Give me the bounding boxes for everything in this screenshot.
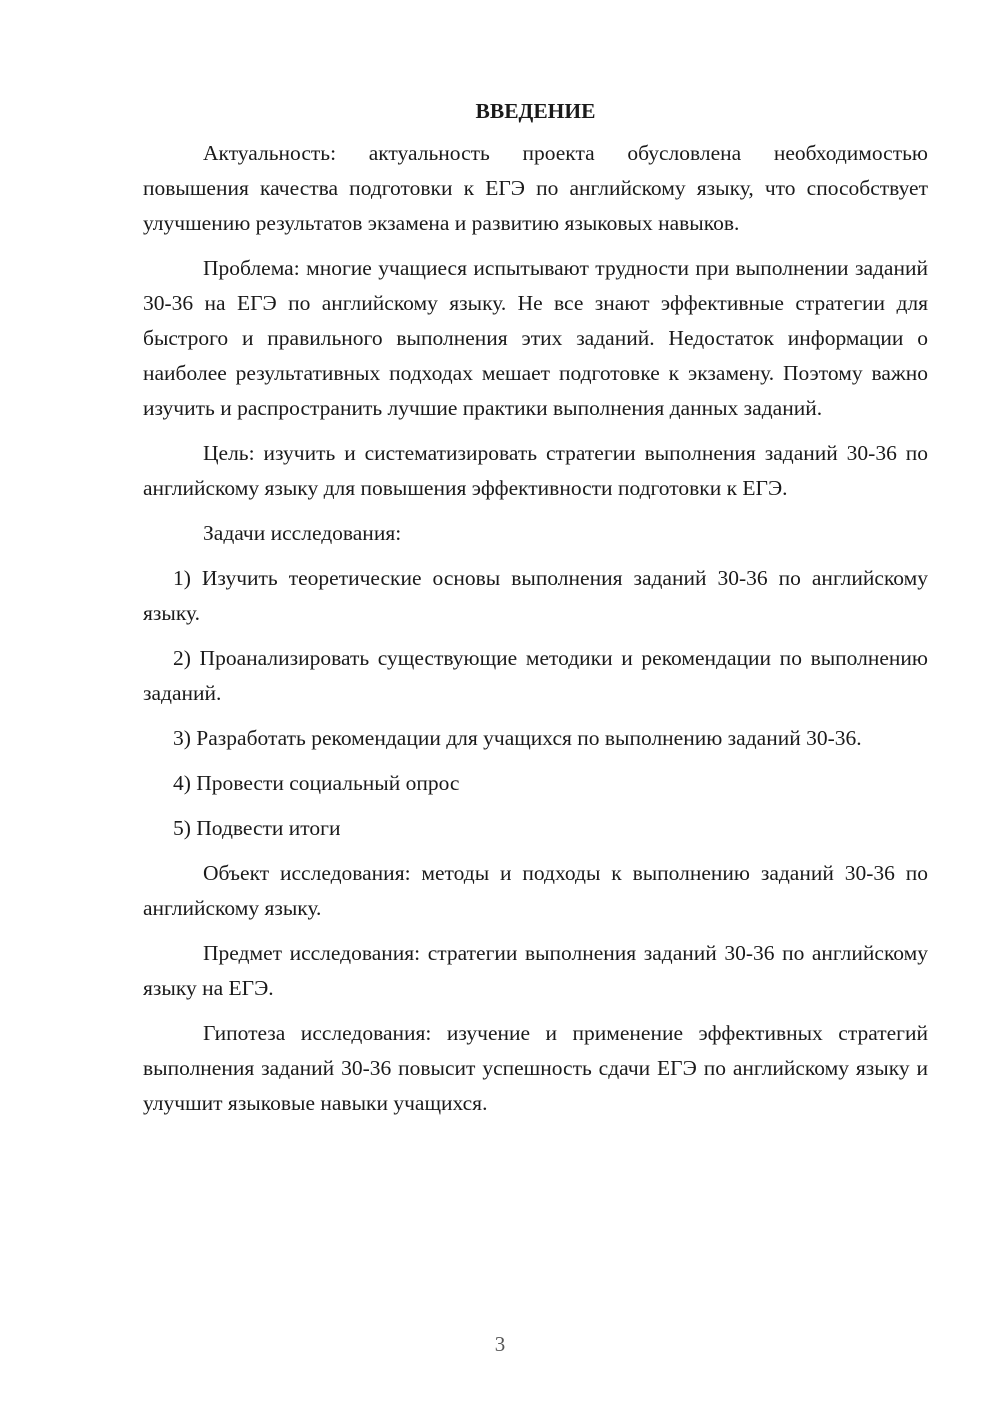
problem-paragraph: Проблема: многие учащиеся испытывают трудности при выполнении заданий 30-36 на ЕГЭ по английскому языку. Не все знают эффективные стратегии для быстрого и правильного выполнения этих заданий. Недостаток информации о наиболее результативных подходах мешает подготовке к экзамену. Поэтому важно изучить и распространить лучшие практики выполнения данных заданий.: [143, 256, 928, 420]
section-heading: ВВЕДЕНИЕ: [475, 99, 596, 123]
document-body: [143, 96, 928, 1131]
tasks-title: Задачи исследования:: [203, 521, 402, 545]
task-item: 3) Разработать рекомендации для учащихся по выполнению заданий 30-36.: [173, 726, 862, 750]
task-item: 2) Проанализировать существующие методики и рекомендации по выполнению заданий.: [143, 646, 928, 705]
subject-paragraph: Предмет исследования: стратегии выполнения заданий 30-36 по английскому языку на ЕГЭ.: [143, 941, 928, 1000]
page-number: 3: [494, 1332, 506, 1356]
hypothesis-paragraph: Гипотеза исследования: изучение и применение эффективных стратегий выполнения заданий 30-36 повысит успешность сдачи ЕГЭ по английскому языку и улучшит языковые навыки учащихся.: [143, 1021, 928, 1115]
task-item: 4) Провести социальный опрос: [173, 771, 460, 795]
task-item: 5) Подвести итоги: [173, 816, 341, 840]
object-paragraph: Объект исследования: методы и подходы к выполнению заданий 30-36 по английскому языку.: [143, 861, 928, 920]
goal-paragraph: Цель: изучить и систематизировать стратегии выполнения заданий 30-36 по английскому языку для повышения эффективности подготовки к ЕГЭ.: [143, 441, 928, 500]
task-item: 1) Изучить теоретические основы выполнения заданий 30-36 по английскому языку.: [143, 566, 928, 625]
relevance-paragraph: Актуальность: актуальность проекта обусловлена необходимостью повышения качества подготовки к ЕГЭ по английскому языку, что способствует улучшению результатов экзамена и развитию языковых навыков.: [143, 141, 928, 235]
